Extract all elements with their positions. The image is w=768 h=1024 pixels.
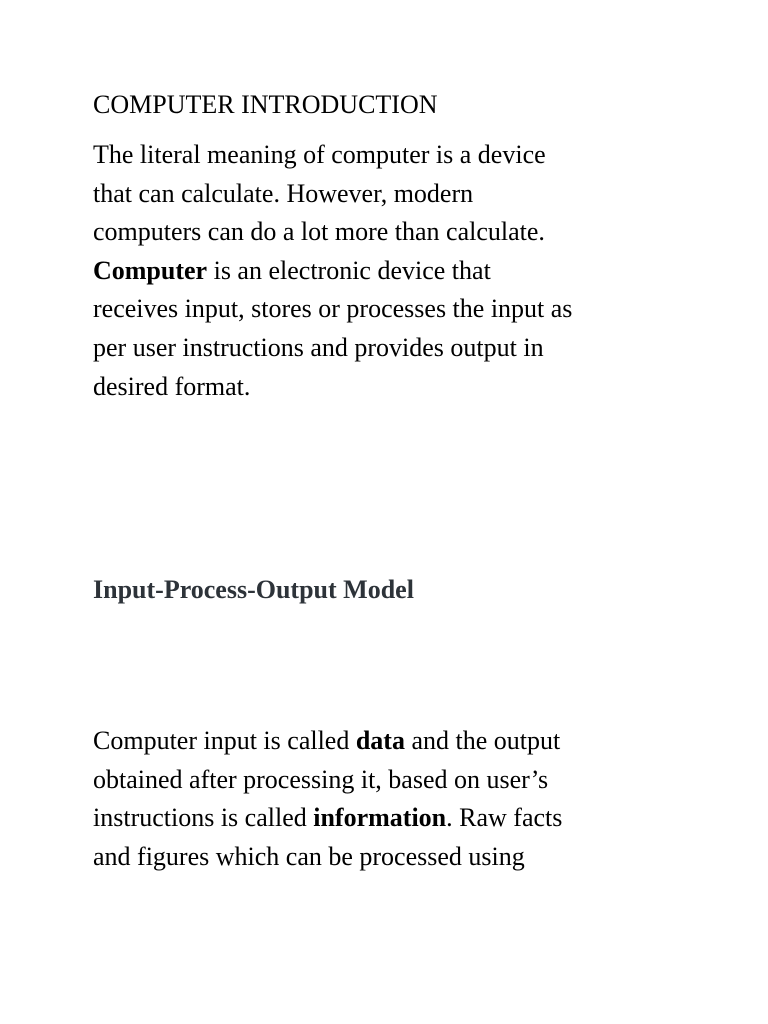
information-term: information — [313, 803, 447, 833]
ipo-line-3-post: . Raw facts — [446, 803, 563, 833]
ipo-line-3-pre: instructions is called — [93, 803, 314, 833]
ipo-line-3 — [93, 799, 693, 838]
intro-line-6: per user instructions and provides output in — [93, 332, 544, 362]
intro-line-4 — [93, 252, 693, 291]
section-heading: Input-Process-Output Model — [93, 575, 414, 604]
intro-line-5: receives input, stores or processes the input as — [93, 294, 573, 324]
intro-line-3: computers can do a lot more than calculate. — [93, 217, 545, 247]
intro-line-2: that can calculate. However, modern — [93, 178, 474, 208]
ipo-paragraph — [93, 722, 693, 876]
intro-line-7: desired format. — [93, 371, 251, 401]
intro-line-4-rest: is an electronic device that — [207, 255, 491, 285]
ipo-line-2: obtained after processing it, based on user’s — [93, 764, 549, 794]
intro-line-1: The literal meaning of computer is a device — [93, 140, 546, 169]
ipo-line-1-pre: Computer input is called — [93, 726, 356, 755]
ipo-line-1 — [93, 722, 693, 761]
intro-paragraph — [93, 136, 693, 406]
ipo-line-4: and figures which can be processed using — [93, 841, 525, 871]
document-title: COMPUTER INTRODUCTION — [93, 90, 438, 119]
ipo-line-1-post: and the output — [404, 726, 561, 755]
data-term: data — [355, 726, 405, 755]
computer-term: Computer — [93, 255, 208, 285]
